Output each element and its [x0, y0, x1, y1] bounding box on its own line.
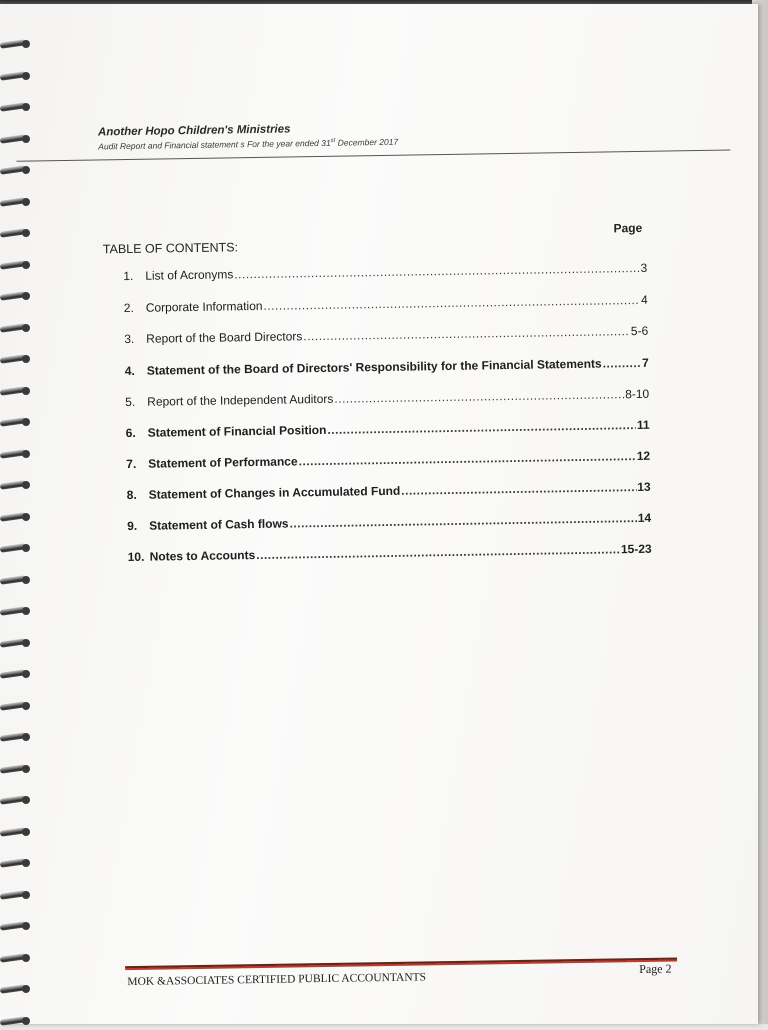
toc-entry: [127, 480, 651, 502]
toc-entry-title: Statement of Performance: [148, 454, 298, 471]
toc-leader-dots: [401, 480, 636, 498]
toc-entry-page: 4: [640, 292, 648, 307]
toc-entry-number: 1.: [123, 268, 134, 284]
toc-entry: [123, 261, 647, 283]
toc-entry: [125, 387, 649, 409]
subtitle-text: Audit Report and Financial statement s For the year ended 31: [98, 137, 331, 152]
toc-entry-page: 12: [636, 448, 651, 464]
toc-entry-number: 5.: [125, 394, 136, 410]
toc-entry-number: 9.: [127, 518, 138, 534]
toc-entry-title: Statement of Changes in Accumulated Fund: [148, 483, 401, 502]
toc-leader-dots: [603, 356, 642, 371]
toc-leader-dots: [334, 387, 624, 406]
toc-leader-dots: [256, 542, 620, 562]
toc-entry-number: 8.: [126, 487, 137, 503]
toc-entry-title: Statement of the Board of Directors' Responsibility for the Financial Statements: [146, 356, 602, 378]
toc-leader-dots: [298, 449, 635, 468]
toc-entry-title: Corporate Information: [145, 298, 263, 315]
toc-leader-dots: [327, 418, 636, 437]
toc-entry-page: 5-6: [630, 323, 649, 339]
toc-entry-page: 3: [640, 260, 648, 275]
toc-entry-page: 11: [636, 417, 650, 433]
toc-leader-dots: [234, 261, 639, 281]
report-subtitle: [98, 137, 398, 152]
header-rule: [16, 150, 730, 162]
subtitle-date: December 2017: [335, 136, 399, 148]
toc-entry: [126, 449, 650, 471]
toc-entry: [127, 511, 651, 533]
toc-entry: [125, 356, 649, 378]
toc-entry-page: 14: [637, 510, 652, 526]
toc-entry-number: 10.: [127, 549, 145, 565]
toc-heading: TABLE OF CONTENTS:: [102, 240, 239, 257]
toc-entry-number: 3.: [124, 331, 135, 347]
toc-entry-page: 13: [637, 479, 651, 495]
toc-entry-number: 2.: [123, 300, 134, 316]
toc-entry-page: 7: [641, 355, 649, 370]
toc-entry: [124, 324, 648, 346]
organization-name: Another Hopo Children's Ministries: [97, 123, 291, 139]
toc-leader-dots: [303, 324, 630, 343]
footer-page-number: Page 2: [639, 961, 672, 977]
footer-rule: [125, 957, 677, 970]
subtitle-superscript: st: [330, 137, 336, 144]
footer-firm-name: MOK &ASSOCIATES CERTIFIED PUBLIC ACCOUNTANTS: [127, 971, 427, 989]
toc-entry: [126, 418, 650, 440]
toc-entry-title: Statement of Financial Position: [147, 422, 327, 440]
toc-entry-number: 4.: [124, 363, 135, 379]
toc-entry-title: Report of the Board Directors: [146, 329, 303, 346]
toc-entry-title: Notes to Accounts: [149, 548, 256, 564]
toc-leader-dots: [263, 293, 640, 313]
toc-entry-page: 15-23: [620, 541, 652, 557]
toc-entry: [128, 542, 652, 564]
toc-entry-page: 8-10: [625, 386, 650, 402]
page-column-label: Page: [613, 220, 643, 236]
toc-entry-number: 7.: [126, 456, 137, 472]
toc-entry: [124, 293, 648, 315]
toc-entry-title: List of Acronyms: [145, 267, 234, 283]
toc-leader-dots: [289, 511, 636, 530]
toc-entry-title: Report of the Independent Auditors: [147, 391, 334, 409]
toc-entry-title: Statement of Cash flows: [149, 516, 289, 533]
toc-entry-number: 6.: [125, 425, 136, 441]
